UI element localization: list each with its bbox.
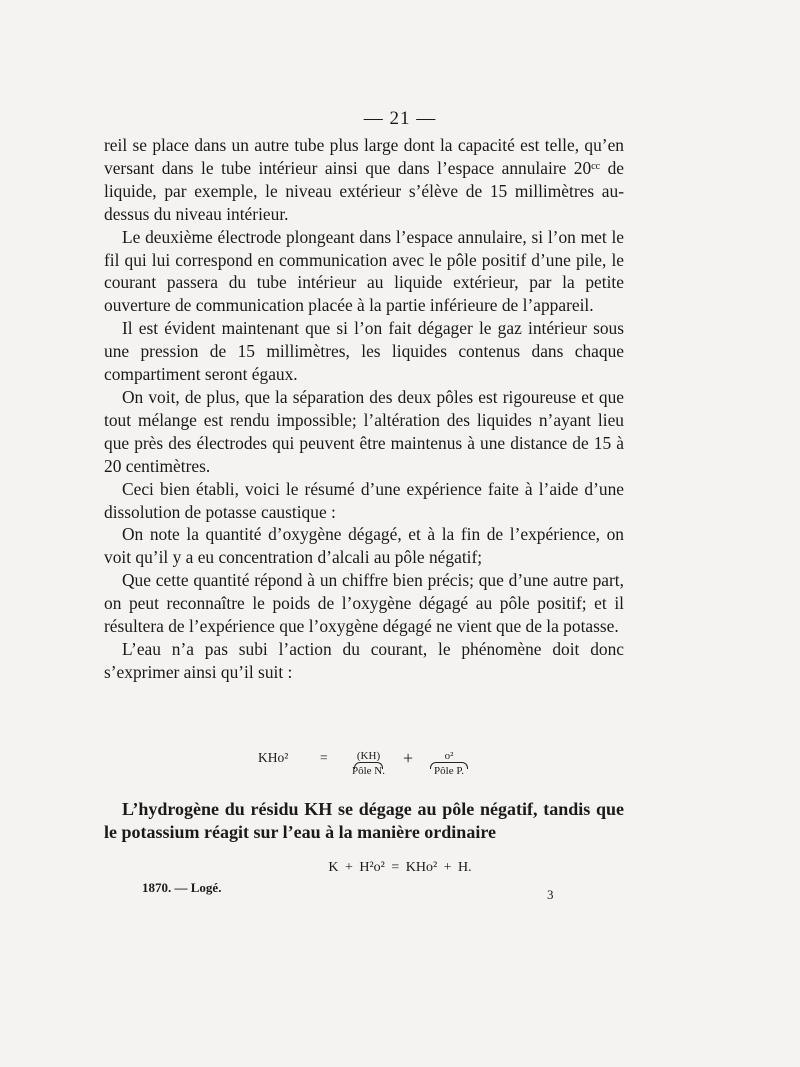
page-number: — 21 — bbox=[363, 108, 437, 129]
equation-2: K + H²o² = KHo² + H. bbox=[328, 860, 472, 875]
closing-text bbox=[104, 798, 624, 844]
eq1-term1-group bbox=[352, 750, 385, 777]
eq1-term1: (KH) bbox=[356, 750, 381, 762]
eq1-term2: o² bbox=[444, 750, 454, 762]
paragraph-2: Le deuxième électrode plongeant dans l’espace annulaire, si l’on met le fil qui lui correspond en communication avec le pôle positif d’une pile, le courant passera du tube intérieur au liquide extérieur, par la petite ouverture de communication placée à la partie inférieure de l’appareil. bbox=[104, 226, 624, 316]
eq1-label1: Pôle N. bbox=[352, 765, 385, 777]
paragraph-6: On note la quantité d’oxygène dégagé, et à la fin de l’expérience, on voit qu’il y a eu concentration d’alcali au pôle négatif; bbox=[104, 524, 624, 568]
equation-1 bbox=[0, 748, 800, 788]
eq1-label2: Pôle P. bbox=[434, 765, 464, 777]
paragraph-3: Il est évident maintenant que si l’on fait dégager le gaz intérieur sous une pression de 15 millimètres, les liquides contenus dans chaque compartiment seront égaux. bbox=[104, 318, 624, 385]
body-text bbox=[104, 134, 624, 684]
eq1-term2-group bbox=[428, 750, 470, 777]
paragraph-4: On voit, de plus, que la séparation des deux pôles est rigoureuse et que tout mélange est rendu impossible; l’altération des liquides n’ayant lieu que près des électrodes qui peuvent être maintenus à une distance de 15 à 20 centimètres. bbox=[104, 386, 624, 476]
paragraph-after: L’hydrogène du résidu KH se dégage au pôle négatif, tandis que le potassium réagit sur l’eau à la manière ordinaire bbox=[104, 799, 624, 842]
footer-signature: 1870. — Logé. bbox=[142, 880, 222, 895]
paragraph-7: Que cette quantité répond à un chiffre bien précis; que d’une autre part, on peut reconnaître le poids de l’oxygène dégagé au pôle positif; et il résultera de l’expérience que l’oxygène dégagé ne vient que de la potasse. bbox=[104, 570, 624, 637]
footer-sheet-number: 3 bbox=[547, 887, 554, 902]
eq1-plus: + bbox=[403, 748, 414, 768]
paragraph-1: reil se place dans un autre tube plus large dont la capacité est telle, qu’en versant dans le tube intérieur ainsi que dans l’espace annulaire 20ᶜᶜ de liquide, par exemple, le niveau extérieur s’élève de 15 millimètres au-dessus du niveau intérieur. bbox=[104, 135, 624, 224]
eq1-lhs: KHo² bbox=[258, 750, 289, 765]
eq1-equals: = bbox=[320, 750, 328, 765]
paragraph-8: L’eau n’a pas subi l’action du courant, le phénomène doit donc s’exprimer ainsi qu’il suit : bbox=[104, 638, 624, 682]
paragraph-5: Ceci bien établi, voici le résumé d’une expérience faite à l’aide d’une dissolution de potasse caustique : bbox=[104, 478, 624, 522]
